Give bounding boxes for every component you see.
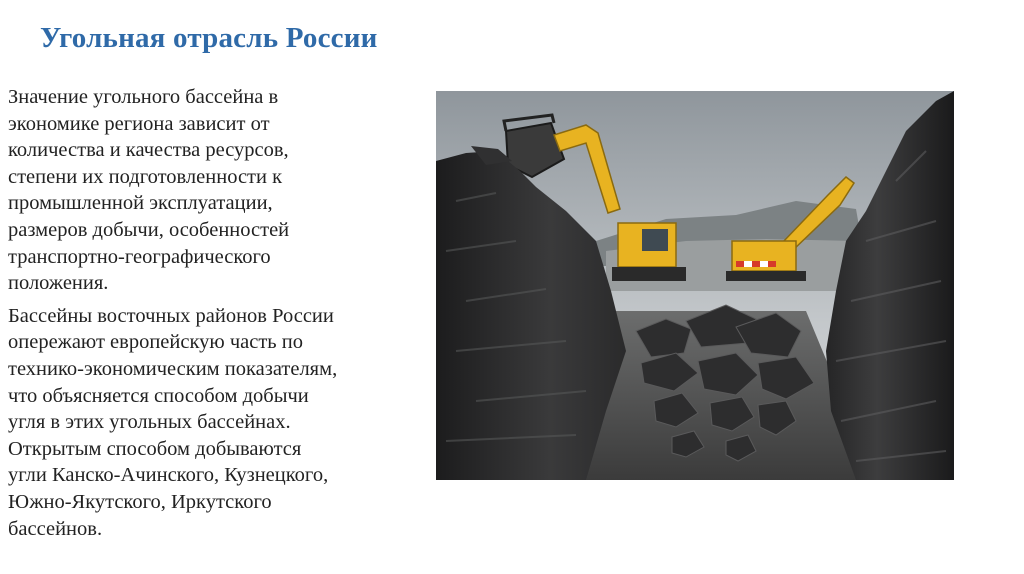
slide-body xyxy=(8,84,420,542)
paragraph-coal-basin-significance: Значение угольного бассейна в экономике региона зависит от количества и качества ресурсов, степени их подготовленности к промышленной эксплуатации, размеров добычи, особенностей транспортно-географического положения. xyxy=(8,86,290,295)
coal-mine-photo xyxy=(436,91,954,480)
coal-mine-illustration xyxy=(436,91,954,480)
paragraph-eastern-basins: Бассейны восточных районов России опережают европейскую часть по технико-экономическим показателям, что объясняется способом добычи угля в этих угольных бассейнах. Открытым способом добываются угли Канско-Ачинского, Кузнецкого, Южно-Якутского, Иркутского бассейнов. xyxy=(8,304,338,540)
slide-title: Угольная отрасль России xyxy=(40,22,378,54)
